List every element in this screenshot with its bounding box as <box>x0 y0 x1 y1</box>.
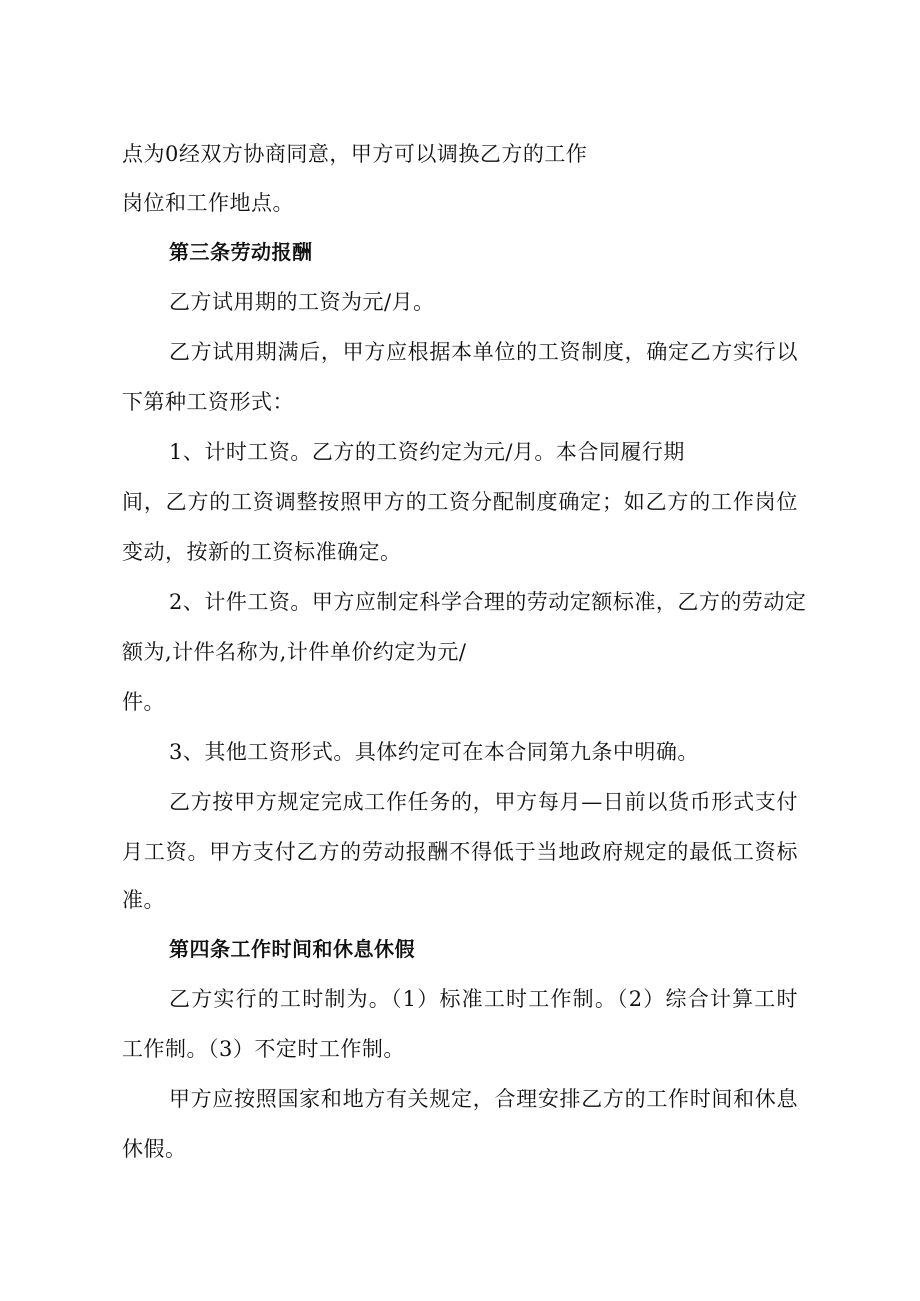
paragraph-line: 甲方应按照国家和地方有关规定，合理安排乙方的工作时间和休息 <box>169 1087 798 1111</box>
list-item-line: 2、计件工资。甲方应制定科学合理的劳动定额标准，乙方的劳动定 <box>169 590 807 614</box>
paragraph-line: 变动，按新的工资标准确定。 <box>122 540 402 564</box>
section-heading-article-3: 第三条劳动报酬 <box>169 240 313 264</box>
paragraph-line: 乙方实行的工时制为。（1）标准工时工作制。（2）综合计算工时 <box>169 987 798 1011</box>
list-item-line: 3、其他工资形式。具体约定可在本合同第九条中明确。 <box>169 740 699 764</box>
list-item-line: 1、计时工资。乙方的工资约定为元/月。本合同履行期 <box>169 440 685 464</box>
paragraph-line: 月工资。甲方支付乙方的劳动报酬不得低于当地政府规定的最低工资标 <box>122 840 798 864</box>
paragraph-line: 休假。 <box>122 1137 187 1161</box>
paragraph-line: 乙方试用期的工资为元/月。 <box>169 290 435 314</box>
paragraph-line: 额为,计件名称为,计件单价约定为元/ <box>122 640 467 664</box>
paragraph-line: 乙方按甲方规定完成工作任务的，甲方每月—日前以货币形式支付 <box>169 790 798 814</box>
paragraph-line: 工作制。（3）不定时工作制。 <box>122 1037 405 1061</box>
paragraph-line: 岗位和工作地点。 <box>122 191 294 215</box>
paragraph-line: 乙方试用期满后，甲方应根据本单位的工资制度，确定乙方实行以 <box>169 340 798 364</box>
paragraph-line: 件。 <box>122 690 165 714</box>
paragraph-line: 准。 <box>122 888 165 912</box>
section-heading-article-4: 第四条工作时间和休息休假 <box>169 937 415 961</box>
paragraph-line: 点为0经双方协商同意，甲方可以调换乙方的工作 <box>122 142 588 166</box>
paragraph-line: 下第种工资形式： <box>122 390 294 414</box>
paragraph-line: 间，乙方的工资调整按照甲方的工资分配制度确定；如乙方的工作岗位 <box>122 490 798 514</box>
